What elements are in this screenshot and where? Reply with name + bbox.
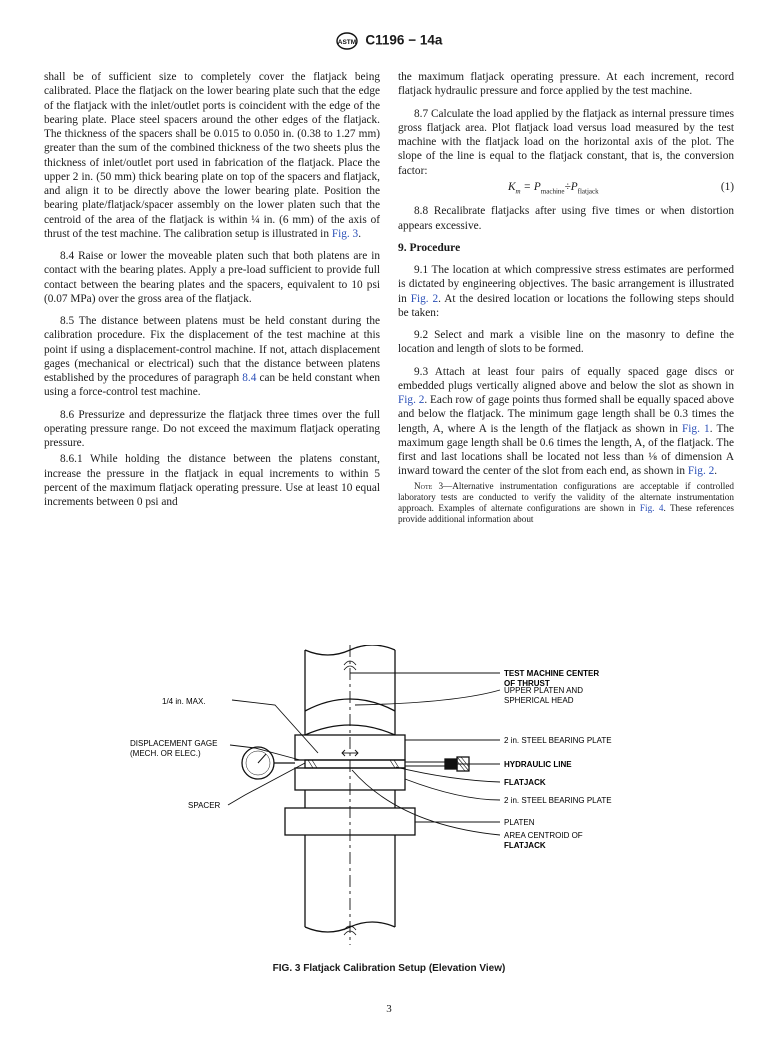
paragraph: the maximum flatjack operating pressure. At each increment, record flatjack hydraulic pressure and force applied by the test machine. (398, 71, 734, 98)
paragraph: 8.8 Recalibrate flatjacks after using five times or when distortion appears excessive. (398, 205, 734, 232)
figure-link[interactable]: Fig. 3 (331, 227, 359, 240)
label-bearing-plate-bottom: 2 in. STEEL BEARING PLATE (504, 796, 612, 805)
label-bearing-plate-top: 2 in. STEEL BEARING PLATE (504, 736, 612, 745)
figure-link[interactable]: Fig. 2 (687, 465, 715, 478)
page-number: 3 (386, 1003, 392, 1015)
document-title: C1196 − 14a (365, 32, 443, 48)
label-displacement-gage: (MECH. OR ELEC.) (130, 749, 201, 758)
svg-text:ASTM: ASTM (337, 39, 356, 46)
figure-link[interactable]: Fig. 1 (682, 422, 710, 435)
label-upper-platen: SPHERICAL HEAD (504, 696, 574, 705)
figure-link[interactable]: Fig. 4 (639, 502, 664, 513)
equation-number: (1) (720, 180, 734, 193)
label-platen: PLATEN (504, 818, 535, 827)
label-displacement-gage: DISPLACEMENT GAGE (130, 739, 218, 748)
paragraph: 9.2 Select and mark a visible line on the masonry to define the location and length of slots to be formed. (398, 329, 734, 356)
paragraph: shall be of sufficient size to completely cover the flatjack being calibrated. Place the flatjack on the lower bearing plate such that the edge of the flatjack with the inlet/outlet ports is coincident with the edge of the bearing plate. Place steel spacers around the other edges of the flatjack. The thickness of the spacers shall be 0.015 to 0.050 in. (0.38 to 1.27 mm) greater than the sum of the combined thickness of the two sheets plus the thickness of inlet/outlet port used in fabrication of the flatjack. Place the upper 2 in. (50 mm) thick bearing plate on top of the spacers and flatjack, and align it to be directly above the lower bearing plate. Position the bearing plate/flatjack/spacer assembly on the lower platen such that the centroid of the area of the flatjack is within ¼ in. (6 mm) of the axis of thrust of the test machine. The calibration setup is illustrated in Fig. 3. (44, 71, 380, 240)
right-column (398, 70, 734, 533)
left-column (44, 70, 380, 517)
paragraph: 9.1 The location at which compressive stress estimates are performed is dictated by engineering objectives. The basic arrangement is illustrated in Fig. 2. At the desired location or locations the following steps should be taken: (398, 264, 734, 319)
page-header (0, 32, 778, 50)
figure-link[interactable]: Fig. 2 (410, 292, 439, 305)
label-quarter-max: 1/4 in. MAX. (162, 697, 206, 706)
label-area-centroid: FLATJACK (504, 841, 546, 850)
paragraph: 8.5 The distance between platens must be held constant during the calibration procedure. Fix the displacement of the test machine at this point if using a displacement-control machine. If not, attach displacement gages (mechanical or electrical) such that the distance between platens established by the procedures of paragraph 8.4 can be held constant when using a force-control test machine. (44, 315, 380, 399)
flatjack-calibration-diagram (100, 645, 700, 955)
label-center-thrust: TEST MACHINE CENTER (504, 669, 600, 678)
paragraph: 8.7 Calculate the load applied by the flatjack as internal pressure times gross flatjack area. Plot flatjack load versus load measured by the test machine with the flatjack load on the horizontal axis of the plot. The slope of the line is equal to the flatjack constant, that is, the conversion factor: (398, 107, 734, 177)
label-flatjack: FLATJACK (504, 778, 546, 787)
paragraph: 8.6 Pressurize and depressurize the flatjack three times over the full operating pressure range. Do not exceed the maximum flatjack operating pressure. (44, 408, 380, 449)
label-spacer: SPACER (188, 801, 221, 810)
section-link[interactable]: 8.4 (242, 372, 257, 384)
label-upper-platen: UPPER PLATEN AND (504, 686, 583, 695)
astm-logo-icon (336, 32, 358, 50)
label-area-centroid: AREA CENTROID OF (504, 831, 583, 840)
figure-caption: FIG. 3 Flatjack Calibration Setup (Elevation View) (272, 963, 506, 974)
note: Note 3—Alternative instrumentation configurations are acceptable if controlled laboratory tests are conducted to verify the validity of the alternate instrumentation approach. Examples of alternate configurations are shown in Fig. 4. These references provide additional information about (398, 480, 734, 524)
label-hydraulic-line: HYDRAULIC LINE (504, 760, 572, 769)
paragraph: 9.3 Attach at least four pairs of equally spaced gage discs or embedded plugs vertically aligned above and below the slot as shown in Fig. 2. Each row of gage points thus formed shall be equally spaced above and below the flatjack. The minimum gage length shall be 0.3 times the length, A, where A is the length of the flatjack as shown in Fig. 1. The maximum gage length shall be 0.6 times the length, A, of the flatjack. The first and last locations shall be located not less than ⅛ of dimension A inward toward the center of the slot from each end, as shown in Fig. 2. (398, 365, 735, 478)
figure-link[interactable]: Fig. 2 (398, 394, 425, 406)
equation: $K_m = P_{machine}\div P_{flatjack}$ (1) (398, 180, 734, 199)
label-center-thrust: OF THRUST (504, 679, 550, 688)
section-heading: 9. Procedure (398, 241, 461, 254)
paragraph: 8.6.1 While holding the distance between the platens constant, increase the pressure in the flatjack in equal increments to within 5 percent of the maximum flatjack operating pressure. Use at least 10 equal increments between 0 psi and (44, 453, 380, 508)
paragraph: 8.4 Raise or lower the moveable platen such that both platens are in contact with the bearing plates. Apply a pre-load sufficient to provide full contact between the bearing plates and the spacers, equivalent to 10 psi (0.07 MPa) over the gross area of the flatjack. (44, 250, 380, 305)
